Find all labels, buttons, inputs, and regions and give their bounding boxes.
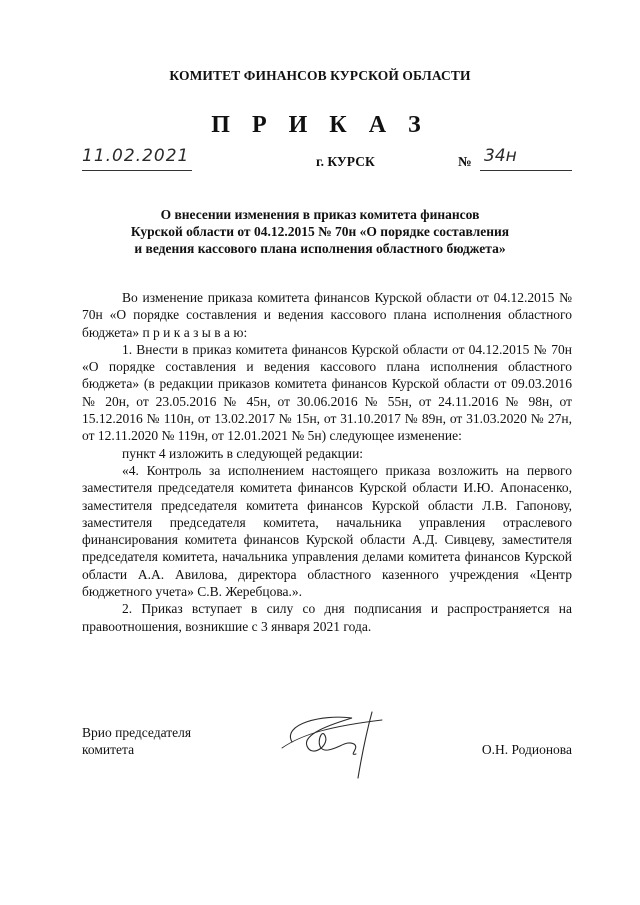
subject-line: и ведения кассового плана исполнения областного бюджета» — [134, 241, 506, 256]
body-paragraph-quote: «4. Контроль за исполнением настоящего приказа возложить на первого заместителя председателя комитета финансов Курской области И.Ю. Апонасенко, заместителя председателя комитета финансов Курской области Л.В. Гапонову, заместителя председателя комитета, начальника управления отраслевого финансирования комитета финансов Курской области А.Д. Сивцеву, заместителя председателя комитета, начальника управления делами комитета финансов Курской области А.А. Авилова, директора областного казенного учреждения «Центр бюджетного учета» С.В. Жеребцова.». — [82, 462, 572, 600]
document-number: 34н — [484, 146, 517, 166]
body-paragraph-item-2: 2. Приказ вступает в силу со дня подписания и распространяется на правоотношения, возникшие с 3 января 2021 года. — [82, 601, 572, 634]
body-paragraph-item-1: 1. Внести в приказ комитета финансов Курской области от 04.12.2015 № 70н «О порядке составления и ведения кассового плана исполнения областного бюджета» (в редакции приказов комитета финансов Курской области от 09.03.2016 № 20н, от 23.05.2016 № 45н, от 30.06.2016 № 55н, от 24.11.2016 № 98н, от 15.12.2016 № 110н, от 13.02.2017 № 15н, от 31.10.2017 № 89н, от 31.03.2020 № 27н, от 12.11.2020 № 119н, от 12.01.2021 № 5н) следующее изменение: — [82, 341, 572, 444]
number-underline — [480, 170, 572, 171]
body-paragraph-preamble: Во изменение приказа комитета финансов Курской области от 04.12.2015 № 70н «О порядке составления и ведения кассового плана исполнения областного бюджета» п р и к а з ы в а ю: — [82, 290, 572, 340]
signatory-position-line: комитета — [82, 742, 135, 757]
signatory-position-line: Врио председателя — [82, 725, 192, 740]
organization-name: КОМИТЕТ ФИНАНСОВ КУРСКОЙ ОБЛАСТИ — [169, 68, 471, 83]
signature-block — [82, 724, 572, 784]
signatory-name: О.Н. Родионова — [481, 742, 572, 757]
body-paragraph-point-4: пункт 4 изложить в следующей редакции: — [122, 445, 364, 461]
document-meta-row — [82, 146, 572, 176]
document-title: П Р И К А З — [211, 112, 429, 138]
subject-line: Курской области от 04.12.2015 № 70н «О порядке составления — [130, 224, 510, 239]
date-underline — [82, 170, 192, 171]
number-label: № — [458, 154, 472, 169]
document-city: г. КУРСК — [316, 154, 375, 169]
handwritten-signature — [262, 704, 402, 784]
document-subject — [90, 206, 550, 257]
subject-line: О внесении изменения в приказ комитета финансов — [160, 207, 480, 222]
signatory-position — [82, 724, 191, 758]
document-body — [82, 289, 572, 635]
document-date: 11.02.2021 — [82, 146, 190, 166]
